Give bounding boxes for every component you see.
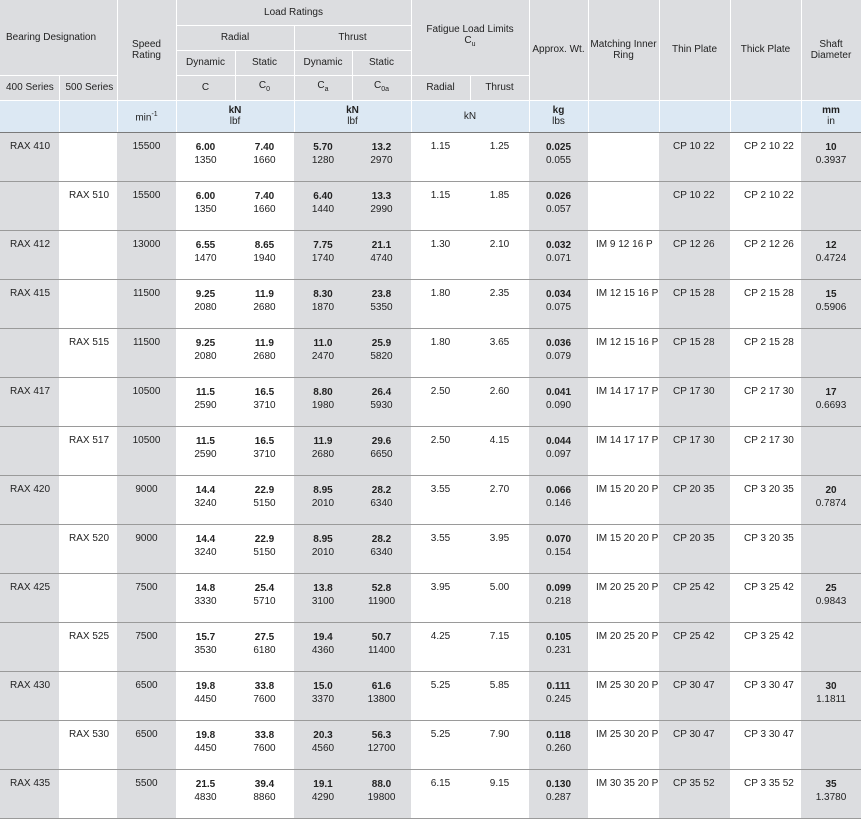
cell-matching-inner-ring: IM 25 30 20 P	[588, 720, 659, 769]
cell-400-series	[0, 328, 59, 377]
cell-radial-static: 16.5 3710	[235, 426, 294, 475]
cell-matching-inner-ring: IM 12 15 16 P	[588, 328, 659, 377]
cell-500-series	[59, 671, 117, 720]
header-load-ratings: Load Ratings	[176, 0, 411, 25]
fatigue-symbol-sub: u	[471, 41, 476, 49]
cell-fatigue-radial: 5.25	[411, 720, 470, 769]
table-row	[0, 622, 861, 671]
cell-thick-plate: CP 2 17 30	[730, 426, 801, 475]
cell-matching-inner-ring	[588, 181, 659, 230]
units-400-series	[0, 100, 59, 132]
cell-thin-plate: CP 20 35	[659, 524, 730, 573]
cell-fatigue-thrust: 2.35	[470, 279, 529, 328]
cell-400-series: RAX 415	[0, 279, 59, 328]
cell-fatigue-radial: 1.15	[411, 181, 470, 230]
units-thick-plate	[730, 100, 801, 132]
cell-400-series	[0, 720, 59, 769]
cell-500-series: RAX 517	[59, 426, 117, 475]
header-symbol-c0a: $C_{0a}$	[352, 75, 411, 100]
header-speed-rating: Speed Rating	[117, 0, 176, 100]
cell-fatigue-thrust: 4.15	[470, 426, 529, 475]
cell-thin-plate: CP 35 52	[659, 769, 730, 818]
cell-thrust-dynamic: 13.8 3100	[294, 573, 352, 622]
cell-thick-plate: CP 2 15 28	[730, 279, 801, 328]
cell-400-series: RAX 410	[0, 132, 59, 181]
cell-radial-static: 39.4 8860	[235, 769, 294, 818]
cell-thrust-dynamic: 11.0 2470	[294, 328, 352, 377]
cell-fatigue-thrust: 2.70	[470, 475, 529, 524]
cell-thick-plate: CP 2 12 26	[730, 230, 801, 279]
cell-fatigue-thrust: 5.85	[470, 671, 529, 720]
cell-radial-dynamic: 14.8 3330	[176, 573, 235, 622]
header-matching-inner-ring: Matching Inner Ring	[588, 0, 659, 100]
cell-speed-rating: 10500	[117, 377, 176, 426]
cell-matching-inner-ring: IM 15 20 20 P	[588, 475, 659, 524]
header-radial-dynamic: Dynamic	[176, 50, 235, 75]
table-row	[0, 230, 861, 279]
header-shaft-diameter: Shaft Diameter	[801, 0, 861, 100]
cell-thin-plate: CP 15 28	[659, 328, 730, 377]
cell-shaft-diameter: 17 0.6693	[801, 377, 861, 426]
cell-thrust-static: 88.0 19800	[352, 769, 411, 818]
fatigue-label: Fatigue Load Limits	[426, 24, 514, 36]
cell-approx-weight: 0.111 0.245	[529, 671, 588, 720]
header-fatigue-radial: Radial	[411, 75, 470, 100]
cell-speed-rating: 5500	[117, 769, 176, 818]
cell-approx-weight: 0.041 0.090	[529, 377, 588, 426]
cell-shaft-diameter: 15 0.5906	[801, 279, 861, 328]
cell-500-series: RAX 510	[59, 181, 117, 230]
cell-thrust-dynamic: 7.75 1740	[294, 230, 352, 279]
cell-shaft-diameter	[801, 426, 861, 475]
cell-fatigue-radial: 2.50	[411, 377, 470, 426]
cell-radial-static: 33.8 7600	[235, 720, 294, 769]
header-symbol-c: C	[176, 75, 235, 100]
cell-shaft-diameter	[801, 720, 861, 769]
cell-shaft-diameter: 35 1.3780	[801, 769, 861, 818]
cell-radial-static: 25.4 5710	[235, 573, 294, 622]
cell-thrust-dynamic: 11.9 2680	[294, 426, 352, 475]
cell-500-series	[59, 573, 117, 622]
header-thrust-dynamic: Dynamic	[294, 50, 352, 75]
cell-thin-plate: CP 15 28	[659, 279, 730, 328]
cell-400-series: RAX 435	[0, 769, 59, 818]
cell-shaft-diameter	[801, 524, 861, 573]
cell-thin-plate: CP 20 35	[659, 475, 730, 524]
cell-radial-dynamic: 15.7 3530	[176, 622, 235, 671]
cell-thin-plate: CP 10 22	[659, 181, 730, 230]
cell-radial-static: 7.40 1660	[235, 132, 294, 181]
cell-speed-rating: 6500	[117, 671, 176, 720]
cell-thrust-dynamic: 8.30 1870	[294, 279, 352, 328]
cell-radial-dynamic: 9.25 2080	[176, 328, 235, 377]
cell-speed-rating: 7500	[117, 573, 176, 622]
cell-radial-static: 8.65 1940	[235, 230, 294, 279]
cell-500-series: RAX 530	[59, 720, 117, 769]
cell-radial-static: 33.8 7600	[235, 671, 294, 720]
cell-thrust-static: 21.1 4740	[352, 230, 411, 279]
cell-fatigue-thrust: 3.95	[470, 524, 529, 573]
units-radial: kN lbf	[176, 100, 294, 132]
table-row	[0, 426, 861, 475]
cell-thrust-dynamic: 15.0 3370	[294, 671, 352, 720]
units-speed: $\min^{-1}$	[117, 100, 176, 132]
cell-thrust-static: 28.2 6340	[352, 524, 411, 573]
header-thick-plate: Thick Plate	[730, 0, 801, 100]
cell-radial-dynamic: 21.5 4830	[176, 769, 235, 818]
cell-radial-dynamic: 19.8 4450	[176, 720, 235, 769]
cell-matching-inner-ring	[588, 132, 659, 181]
cell-radial-dynamic: 19.8 4450	[176, 671, 235, 720]
cell-shaft-diameter: 25 0.9843	[801, 573, 861, 622]
cell-fatigue-thrust: 7.15	[470, 622, 529, 671]
cell-thin-plate: CP 30 47	[659, 720, 730, 769]
cell-radial-dynamic: 14.4 3240	[176, 475, 235, 524]
cell-500-series	[59, 132, 117, 181]
cell-speed-rating: 10500	[117, 426, 176, 475]
cell-500-series	[59, 230, 117, 279]
cell-thrust-static: 26.4 5930	[352, 377, 411, 426]
header-symbol-c0: $C_0$	[235, 75, 294, 100]
table-body	[0, 132, 861, 818]
cell-shaft-diameter	[801, 622, 861, 671]
cell-400-series: RAX 425	[0, 573, 59, 622]
cell-shaft-diameter	[801, 328, 861, 377]
cell-speed-rating: 9000	[117, 524, 176, 573]
cell-thick-plate: CP 3 35 52	[730, 769, 801, 818]
header-bearing-designation: Bearing Designation	[0, 0, 117, 75]
header-fatigue-load-limits	[411, 0, 529, 75]
cell-radial-dynamic: 11.5 2590	[176, 426, 235, 475]
cell-thrust-static: 52.8 11900	[352, 573, 411, 622]
cell-thrust-dynamic: 6.40 1440	[294, 181, 352, 230]
units-inner-ring	[588, 100, 659, 132]
cell-thrust-static: 29.6 6650	[352, 426, 411, 475]
cell-thin-plate: CP 30 47	[659, 671, 730, 720]
cell-fatigue-radial: 6.15	[411, 769, 470, 818]
cell-thrust-static: 13.3 2990	[352, 181, 411, 230]
cell-thin-plate: CP 10 22	[659, 132, 730, 181]
cell-thin-plate: CP 25 42	[659, 573, 730, 622]
cell-500-series	[59, 769, 117, 818]
units-fatigue: kN	[411, 100, 529, 132]
cell-approx-weight: 0.066 0.146	[529, 475, 588, 524]
table-row	[0, 328, 861, 377]
cell-fatigue-thrust: 5.00	[470, 573, 529, 622]
cell-fatigue-thrust: 1.85	[470, 181, 529, 230]
cell-shaft-diameter: 10 0.3937	[801, 132, 861, 181]
cell-400-series	[0, 181, 59, 230]
cell-thick-plate: CP 2 17 30	[730, 377, 801, 426]
fatigue-symbol: C	[464, 35, 472, 47]
cell-400-series	[0, 524, 59, 573]
header-fatigue-thrust: Thrust	[470, 75, 529, 100]
header-400-series: 400 Series	[0, 75, 59, 100]
cell-500-series	[59, 377, 117, 426]
cell-thrust-static: 61.6 13800	[352, 671, 411, 720]
cell-radial-static: 22.9 5150	[235, 475, 294, 524]
cell-thin-plate: CP 17 30	[659, 426, 730, 475]
cell-400-series: RAX 412	[0, 230, 59, 279]
table-row	[0, 181, 861, 230]
cell-approx-weight: 0.130 0.287	[529, 769, 588, 818]
cell-shaft-diameter	[801, 181, 861, 230]
cell-400-series	[0, 426, 59, 475]
cell-fatigue-thrust: 7.90	[470, 720, 529, 769]
cell-thrust-dynamic: 8.80 1980	[294, 377, 352, 426]
cell-500-series	[59, 475, 117, 524]
cell-matching-inner-ring: IM 30 35 20 P	[588, 769, 659, 818]
cell-radial-dynamic: 6.55 1470	[176, 230, 235, 279]
cell-speed-rating: 11500	[117, 328, 176, 377]
cell-500-series: RAX 515	[59, 328, 117, 377]
cell-approx-weight: 0.034 0.075	[529, 279, 588, 328]
cell-thick-plate: CP 3 30 47	[730, 671, 801, 720]
cell-fatigue-thrust: 3.65	[470, 328, 529, 377]
cell-thrust-dynamic: 20.3 4560	[294, 720, 352, 769]
cell-speed-rating: 11500	[117, 279, 176, 328]
cell-approx-weight: 0.105 0.231	[529, 622, 588, 671]
units-thin-plate	[659, 100, 730, 132]
cell-speed-rating: 13000	[117, 230, 176, 279]
cell-thick-plate: CP 3 25 42	[730, 573, 801, 622]
cell-thick-plate: CP 3 25 42	[730, 622, 801, 671]
cell-thick-plate: CP 3 20 35	[730, 524, 801, 573]
cell-fatigue-thrust: 2.10	[470, 230, 529, 279]
cell-speed-rating: 15500	[117, 132, 176, 181]
cell-approx-weight: 0.070 0.154	[529, 524, 588, 573]
cell-speed-rating: 6500	[117, 720, 176, 769]
cell-fatigue-radial: 3.55	[411, 524, 470, 573]
cell-matching-inner-ring: IM 12 15 16 P	[588, 279, 659, 328]
header-thrust: Thrust	[294, 25, 411, 50]
cell-speed-rating: 9000	[117, 475, 176, 524]
units-thrust: kN lbf	[294, 100, 411, 132]
cell-radial-dynamic: 11.5 2590	[176, 377, 235, 426]
cell-radial-dynamic: 9.25 2080	[176, 279, 235, 328]
cell-thrust-static: 50.7 11400	[352, 622, 411, 671]
cell-fatigue-radial: 1.15	[411, 132, 470, 181]
table-row	[0, 720, 861, 769]
cell-thrust-dynamic: 5.70 1280	[294, 132, 352, 181]
header-thin-plate: Thin Plate	[659, 0, 730, 100]
cell-fatigue-radial: 1.80	[411, 328, 470, 377]
table-row	[0, 279, 861, 328]
cell-shaft-diameter: 30 1.1811	[801, 671, 861, 720]
table-row	[0, 475, 861, 524]
cell-fatigue-radial: 2.50	[411, 426, 470, 475]
header-thrust-static: Static	[352, 50, 411, 75]
cell-radial-static: 16.5 3710	[235, 377, 294, 426]
cell-matching-inner-ring: IM 20 25 20 P	[588, 573, 659, 622]
header-radial: Radial	[176, 25, 294, 50]
cell-thrust-static: 23.8 5350	[352, 279, 411, 328]
cell-radial-static: 27.5 6180	[235, 622, 294, 671]
cell-radial-static: 11.9 2680	[235, 328, 294, 377]
table-row	[0, 573, 861, 622]
cell-400-series: RAX 420	[0, 475, 59, 524]
header-symbol-ca: $C_a$	[294, 75, 352, 100]
cell-fatigue-thrust: 2.60	[470, 377, 529, 426]
cell-matching-inner-ring: IM 25 30 20 P	[588, 671, 659, 720]
table-row	[0, 769, 861, 818]
cell-thrust-static: 56.3 12700	[352, 720, 411, 769]
cell-approx-weight: 0.036 0.079	[529, 328, 588, 377]
cell-approx-weight: 0.032 0.071	[529, 230, 588, 279]
cell-approx-weight: 0.118 0.260	[529, 720, 588, 769]
cell-fatigue-radial: 3.95	[411, 573, 470, 622]
cell-radial-dynamic: 6.00 1350	[176, 181, 235, 230]
cell-500-series	[59, 279, 117, 328]
table-row	[0, 524, 861, 573]
cell-radial-dynamic: 6.00 1350	[176, 132, 235, 181]
cell-thick-plate: CP 3 30 47	[730, 720, 801, 769]
cell-fatigue-thrust: 1.25	[470, 132, 529, 181]
table-row	[0, 671, 861, 720]
cell-matching-inner-ring: IM 14 17 17 P	[588, 426, 659, 475]
cell-radial-static: 11.9 2680	[235, 279, 294, 328]
cell-radial-static: 7.40 1660	[235, 181, 294, 230]
cell-thin-plate: CP 17 30	[659, 377, 730, 426]
cell-radial-static: 22.9 5150	[235, 524, 294, 573]
cell-matching-inner-ring: IM 20 25 20 P	[588, 622, 659, 671]
cell-approx-weight: 0.025 0.055	[529, 132, 588, 181]
units-500-series	[59, 100, 117, 132]
cell-fatigue-radial: 1.80	[411, 279, 470, 328]
cell-approx-weight: 0.044 0.097	[529, 426, 588, 475]
units-shaft: mm in	[801, 100, 861, 132]
cell-fatigue-radial: 3.55	[411, 475, 470, 524]
cell-thin-plate: CP 25 42	[659, 622, 730, 671]
units-weight: kg lbs	[529, 100, 588, 132]
table-row	[0, 377, 861, 426]
cell-matching-inner-ring: IM 14 17 17 P	[588, 377, 659, 426]
table-row	[0, 132, 861, 181]
cell-radial-dynamic: 14.4 3240	[176, 524, 235, 573]
cell-matching-inner-ring: IM 15 20 20 P	[588, 524, 659, 573]
cell-thin-plate: CP 12 26	[659, 230, 730, 279]
cell-speed-rating: 15500	[117, 181, 176, 230]
cell-thrust-static: 13.2 2970	[352, 132, 411, 181]
header-500-series: 500 Series	[59, 75, 117, 100]
cell-thick-plate: CP 3 20 35	[730, 475, 801, 524]
cell-500-series: RAX 525	[59, 622, 117, 671]
cell-thrust-static: 25.9 5820	[352, 328, 411, 377]
cell-fatigue-radial: 4.25	[411, 622, 470, 671]
cell-thrust-dynamic: 8.95 2010	[294, 524, 352, 573]
cell-400-series: RAX 430	[0, 671, 59, 720]
cell-thrust-static: 28.2 6340	[352, 475, 411, 524]
cell-approx-weight: 0.099 0.218	[529, 573, 588, 622]
cell-fatigue-radial: 5.25	[411, 671, 470, 720]
header-radial-static: Static	[235, 50, 294, 75]
cell-shaft-diameter: 12 0.4724	[801, 230, 861, 279]
cell-thrust-dynamic: 8.95 2010	[294, 475, 352, 524]
cell-speed-rating: 7500	[117, 622, 176, 671]
cell-thick-plate: CP 2 10 22	[730, 132, 801, 181]
cell-thrust-dynamic: 19.4 4360	[294, 622, 352, 671]
cell-thrust-dynamic: 19.1 4290	[294, 769, 352, 818]
cell-fatigue-thrust: 9.15	[470, 769, 529, 818]
cell-400-series	[0, 622, 59, 671]
cell-thick-plate: CP 2 10 22	[730, 181, 801, 230]
header-approx-wt: Approx. Wt.	[529, 0, 588, 100]
cell-shaft-diameter: 20 0.7874	[801, 475, 861, 524]
cell-matching-inner-ring: IM 9 12 16 P	[588, 230, 659, 279]
cell-500-series: RAX 520	[59, 524, 117, 573]
cell-thick-plate: CP 2 15 28	[730, 328, 801, 377]
cell-fatigue-radial: 1.30	[411, 230, 470, 279]
cell-400-series: RAX 417	[0, 377, 59, 426]
cell-approx-weight: 0.026 0.057	[529, 181, 588, 230]
